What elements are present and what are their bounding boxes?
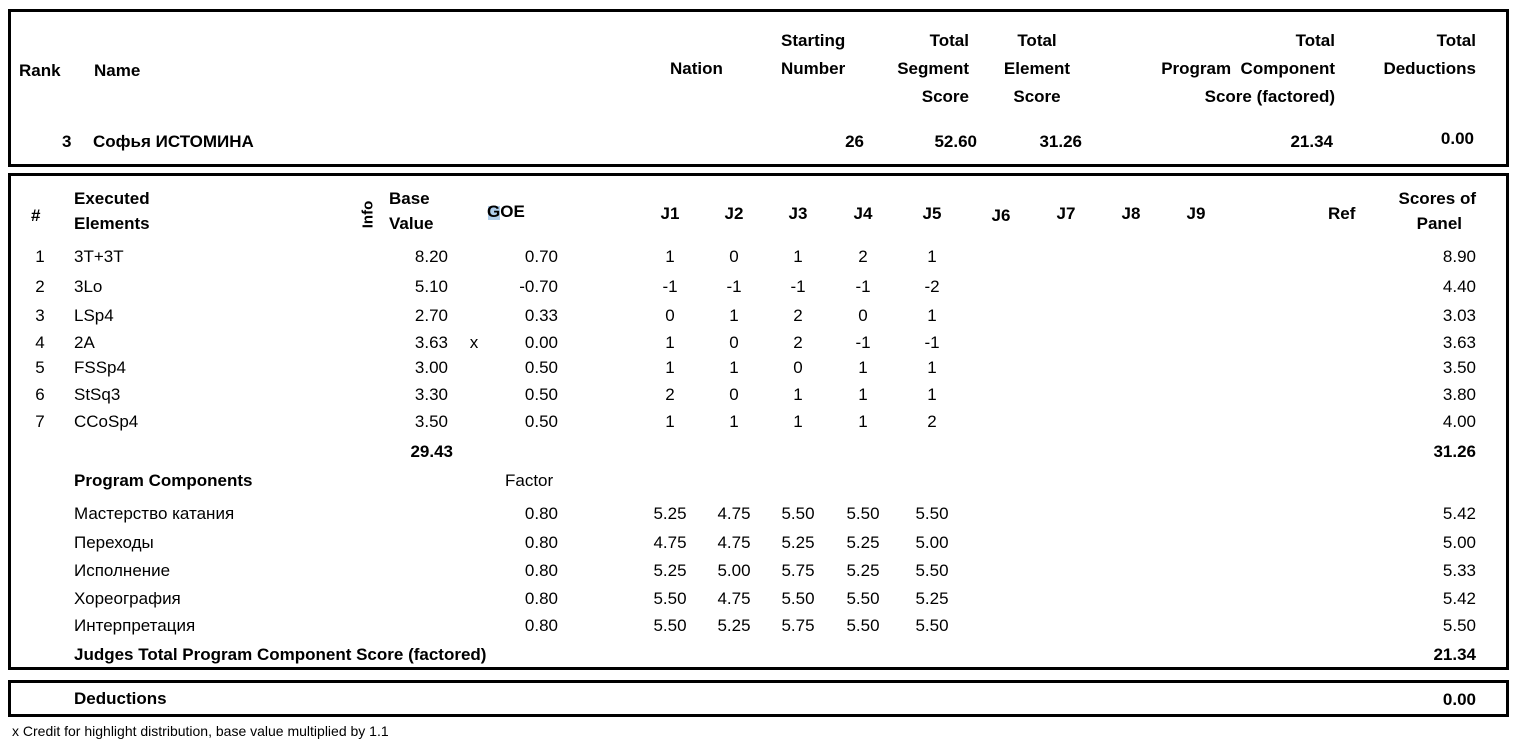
element-num: 1 — [35, 247, 45, 266]
element-judge-2: -1 — [726, 277, 742, 296]
component-judge-1: 5.25 — [653, 561, 687, 580]
pcs-total-value: 21.34 — [1433, 645, 1476, 664]
element-judge-1: 1 — [665, 247, 675, 266]
element-name: StSq3 — [74, 385, 121, 404]
skater-tes: 31.26 — [1039, 132, 1082, 151]
component-judge-5: 5.25 — [915, 589, 949, 608]
elements-col-base-1: Base — [389, 189, 430, 208]
component-judge-2: 5.00 — [717, 561, 751, 580]
element-base-value: 2.70 — [414, 306, 448, 325]
col-starting-2: Number — [781, 59, 846, 78]
col-j7: J7 — [1056, 204, 1076, 223]
element-judge-3: -1 — [790, 277, 806, 296]
element-judge-1: -1 — [662, 277, 678, 296]
col-tes-2: Element — [1003, 59, 1071, 78]
element-panel-score: 4.00 — [1442, 412, 1476, 431]
component-factor: 0.80 — [524, 533, 558, 552]
element-goe: 0.70 — [524, 247, 558, 266]
element-name: CCoSp4 — [74, 412, 139, 431]
col-name: Name — [94, 61, 141, 80]
elements-score-total: 31.26 — [1433, 442, 1476, 461]
element-judge-3: 2 — [793, 306, 803, 325]
col-j3: J3 — [788, 204, 808, 223]
element-judge-4: 1 — [858, 385, 868, 404]
pcs-total-label: Judges Total Program Component Score (factored) — [74, 645, 487, 664]
skater-deductions: 0.00 — [1440, 129, 1474, 148]
col-rank: Rank — [19, 61, 61, 80]
element-goe: 0.33 — [524, 306, 558, 325]
element-num: 7 — [35, 412, 45, 431]
component-judge-3: 5.50 — [781, 589, 815, 608]
component-judge-4: 5.50 — [846, 504, 880, 523]
col-pcs-2: Program Component — [1161, 59, 1335, 78]
component-judge-1: 4.75 — [653, 533, 687, 552]
element-name: 3T+3T — [74, 247, 124, 266]
element-goe: 0.50 — [524, 412, 558, 431]
elements-col-goe: GOE — [487, 202, 525, 221]
component-factor: 0.80 — [524, 616, 558, 635]
elements-col-executed-1: Executed — [74, 189, 150, 208]
element-goe: 0.50 — [524, 358, 558, 377]
component-judge-5: 5.50 — [915, 616, 949, 635]
element-base-value: 3.00 — [414, 358, 448, 377]
deductions-value: 0.00 — [1442, 690, 1476, 709]
component-judge-5: 5.50 — [915, 561, 949, 580]
component-judge-1: 5.50 — [653, 589, 687, 608]
element-num: 4 — [35, 333, 45, 352]
element-judge-5: -1 — [924, 333, 940, 352]
col-ded-1: Total — [1436, 31, 1476, 50]
component-judge-1: 5.25 — [653, 504, 687, 523]
col-j1: J1 — [660, 204, 680, 223]
col-ded-2: Deductions — [1383, 59, 1476, 78]
element-base-value: 3.30 — [414, 385, 448, 404]
component-name: Хореография — [74, 589, 181, 608]
col-nation: Nation — [670, 59, 723, 78]
element-goe: 0.00 — [524, 333, 558, 352]
col-j8: J8 — [1121, 204, 1141, 223]
element-judge-2: 0 — [729, 333, 739, 352]
col-j2: J2 — [724, 204, 744, 223]
element-judge-4: 1 — [858, 412, 868, 431]
col-ref: Ref — [1328, 204, 1356, 223]
component-judge-2: 5.25 — [717, 616, 751, 635]
skater-starting-number: 26 — [845, 132, 864, 151]
element-judge-3: 1 — [793, 385, 803, 404]
element-name: LSp4 — [74, 306, 114, 325]
element-judge-5: 2 — [927, 412, 937, 431]
component-panel-score: 5.42 — [1442, 504, 1476, 523]
footnote: x Credit for highlight distribution, base value multiplied by 1.1 — [12, 723, 389, 739]
element-judge-1: 1 — [665, 412, 675, 431]
elements-col-num: # — [31, 206, 41, 225]
element-judge-2: 1 — [729, 358, 739, 377]
col-tss-2: Segment — [897, 59, 969, 78]
component-judge-2: 4.75 — [717, 533, 751, 552]
component-judge-5: 5.50 — [915, 504, 949, 523]
component-judge-1: 5.50 — [653, 616, 687, 635]
component-judge-3: 5.75 — [781, 616, 815, 635]
col-j9: J9 — [1186, 204, 1206, 223]
element-name: FSSp4 — [74, 358, 126, 377]
element-num: 3 — [35, 306, 45, 325]
deductions-label: Deductions — [74, 689, 167, 708]
component-judge-4: 5.25 — [846, 561, 880, 580]
element-num: 6 — [35, 385, 45, 404]
col-tes-3: Score — [1013, 87, 1061, 106]
component-name: Исполнение — [74, 561, 171, 580]
element-judge-3: 1 — [793, 247, 803, 266]
col-tss-3: Score — [921, 87, 969, 106]
element-judge-5: 1 — [927, 247, 937, 266]
element-judge-2: 1 — [729, 306, 739, 325]
element-judge-5: 1 — [927, 306, 937, 325]
deductions-box — [8, 680, 1509, 717]
component-factor: 0.80 — [524, 561, 558, 580]
skater-name: Софья ИСТОМИНА — [93, 132, 254, 151]
element-judge-1: 1 — [665, 333, 675, 352]
component-name: Интерпретация — [74, 616, 196, 635]
element-num: 5 — [35, 358, 45, 377]
col-tss-1: Total — [929, 31, 969, 50]
skater-pcs: 21.34 — [1290, 132, 1333, 151]
factor-heading: Factor — [505, 471, 554, 490]
elements-col-executed-2: Elements — [74, 214, 150, 233]
element-base-value: 5.10 — [414, 277, 448, 296]
element-judge-3: 2 — [793, 333, 803, 352]
component-judge-3: 5.50 — [781, 504, 815, 523]
component-judge-2: 4.75 — [717, 589, 751, 608]
component-name: Мастерство катания — [74, 504, 235, 523]
component-judge-3: 5.75 — [781, 561, 815, 580]
element-judge-5: -2 — [924, 277, 940, 296]
elements-col-base-2: Value — [389, 214, 434, 233]
col-tes-1: Total — [1017, 31, 1057, 50]
col-pcs-1: Total — [1295, 31, 1335, 50]
component-factor: 0.80 — [524, 589, 558, 608]
element-judge-4: -1 — [855, 333, 871, 352]
skater-tss: 52.60 — [934, 132, 977, 151]
element-judge-2: 0 — [729, 247, 739, 266]
element-goe: -0.70 — [519, 277, 558, 296]
col-panel-2: Panel — [1416, 214, 1462, 233]
element-panel-score: 8.90 — [1442, 247, 1476, 266]
element-judge-2: 1 — [729, 412, 739, 431]
component-factor: 0.80 — [524, 504, 558, 523]
element-name: 2A — [74, 333, 95, 352]
element-judge-4: 0 — [858, 306, 868, 325]
element-goe: 0.50 — [524, 385, 558, 404]
element-panel-score: 3.03 — [1442, 306, 1476, 325]
element-panel-score: 3.50 — [1442, 358, 1476, 377]
element-judge-4: 2 — [858, 247, 868, 266]
component-panel-score: 5.42 — [1442, 589, 1476, 608]
element-panel-score: 4.40 — [1442, 277, 1476, 296]
component-name: Переходы — [74, 533, 154, 552]
element-judge-1: 0 — [665, 306, 675, 325]
col-panel-1: Scores of — [1398, 189, 1476, 208]
element-judge-5: 1 — [927, 385, 937, 404]
col-j6: J6 — [991, 206, 1011, 225]
element-name: 3Lo — [74, 277, 103, 296]
component-panel-score: 5.33 — [1442, 561, 1476, 580]
element-judge-1: 1 — [665, 358, 675, 377]
element-judge-4: 1 — [858, 358, 868, 377]
element-base-value: 3.63 — [414, 333, 448, 352]
element-base-value: 3.50 — [414, 412, 448, 431]
base-value-total: 29.43 — [410, 442, 453, 461]
element-judge-1: 2 — [665, 385, 675, 404]
component-judge-2: 4.75 — [717, 504, 751, 523]
element-base-value: 8.20 — [414, 247, 448, 266]
element-judge-3: 1 — [793, 412, 803, 431]
skater-rank: 3 — [62, 132, 72, 151]
component-judge-5: 5.00 — [915, 533, 949, 552]
col-j4: J4 — [853, 204, 873, 223]
element-num: 2 — [35, 277, 45, 296]
element-panel-score: 3.80 — [1442, 385, 1476, 404]
component-judge-4: 5.50 — [846, 616, 880, 635]
element-judge-2: 0 — [729, 385, 739, 404]
component-judge-4: 5.25 — [846, 533, 880, 552]
elements-col-info: Info — [359, 200, 377, 229]
element-judge-3: 0 — [793, 358, 803, 377]
element-panel-score: 3.63 — [1442, 333, 1476, 352]
component-judge-4: 5.50 — [846, 589, 880, 608]
program-components-heading: Program Components — [74, 471, 253, 490]
element-info-mark: x — [469, 333, 479, 352]
element-judge-4: -1 — [855, 277, 871, 296]
col-pcs-3: Score (factored) — [1204, 87, 1335, 106]
component-judge-3: 5.25 — [781, 533, 815, 552]
col-starting-1: Starting — [781, 31, 846, 50]
col-j5: J5 — [922, 204, 942, 223]
component-panel-score: 5.00 — [1442, 533, 1476, 552]
component-panel-score: 5.50 — [1442, 616, 1476, 635]
element-judge-5: 1 — [927, 358, 937, 377]
